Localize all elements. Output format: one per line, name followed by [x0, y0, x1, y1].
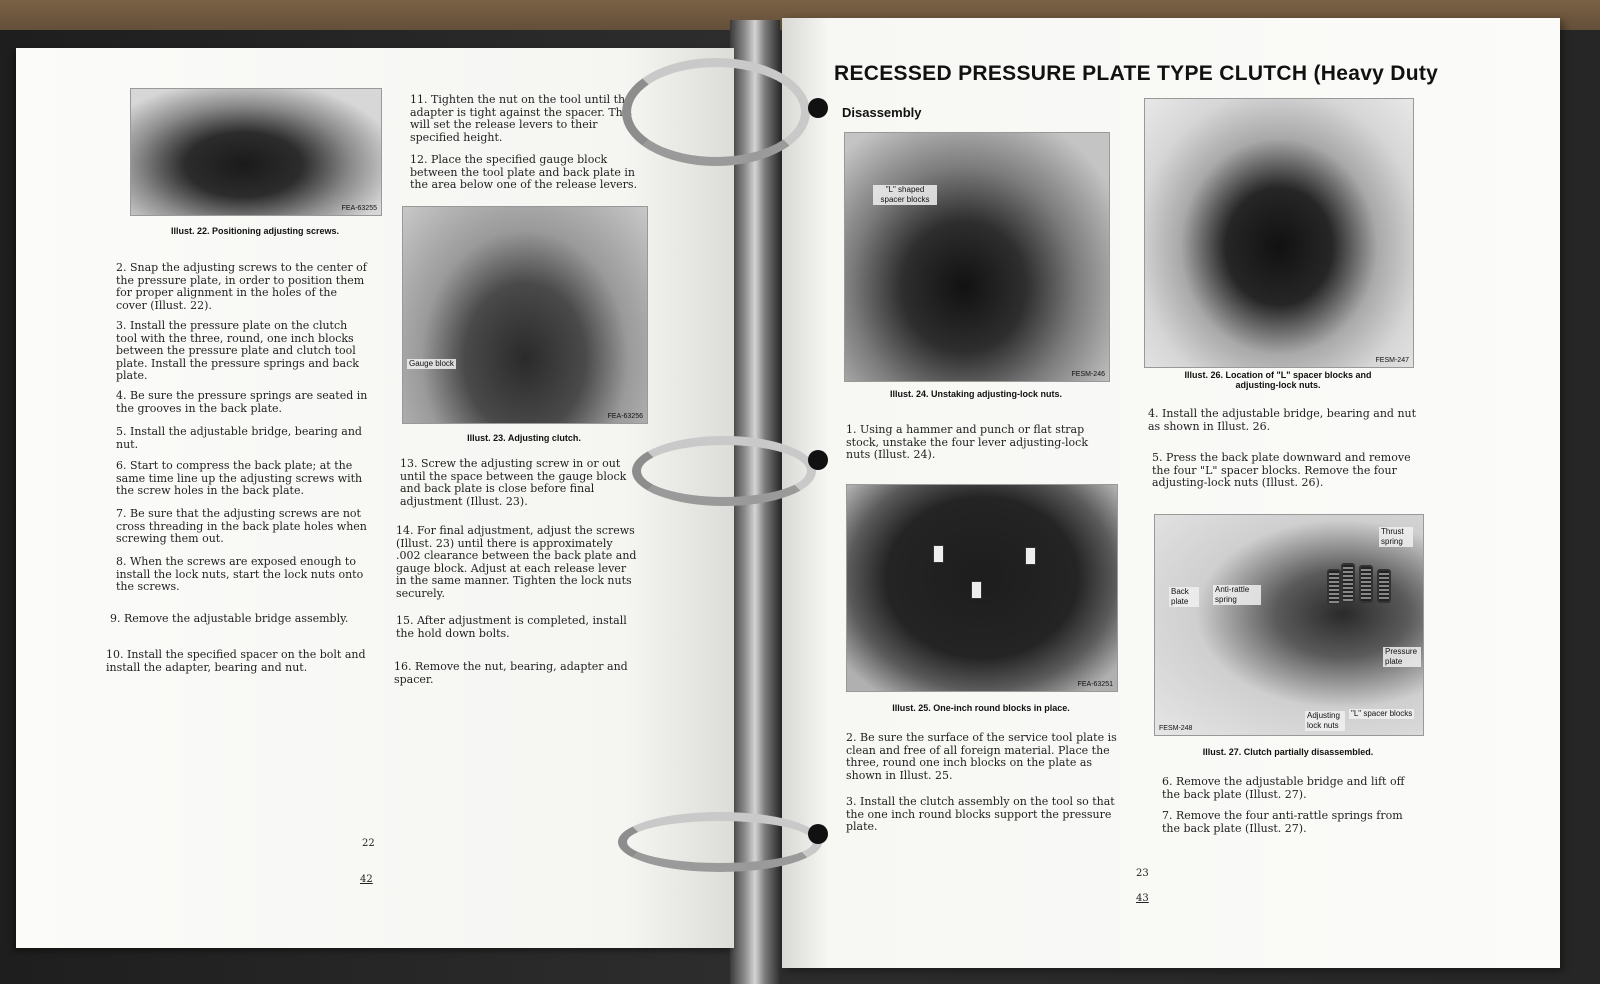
binder-ring-middle-end [808, 450, 828, 470]
step-7: 7. Be sure that the adjusting screws are not cross threading in the back plate holes when screwing them out. [116, 507, 367, 545]
step-16: 16. Remove the nut, bearing, adapter and spacer. [394, 660, 628, 686]
binder-ring-bottom-end [808, 824, 828, 844]
thrust-spring-2 [1341, 563, 1355, 603]
step-3-right: 3. Install the clutch assembly on the tool so that the one inch round blocks support the pressure plate. [846, 795, 1115, 833]
illustration-24-photo [844, 132, 1110, 382]
step-4: 4. Be sure the pressure springs are seated in the grooves in the back plate. [116, 389, 368, 415]
step-6: 6. Start to compress the back plate; at the same time line up the adjusting screws with the screw holes in the back plate. [116, 459, 363, 497]
step-6-right: 6. Remove the adjustable bridge and lift off the back plate (Illust. 27). [1162, 775, 1405, 801]
step-3: 3. Install the pressure plate on the clutch tool with the three, round, one inch blocks between the pressure plate and clutch tool plate. Install the pressure springs and back plate. [116, 319, 359, 382]
illustration-22-caption: Illust. 22. Positioning adjusting screws. [170, 226, 340, 236]
left-page [16, 48, 734, 948]
thrust-spring-1 [1327, 569, 1341, 605]
binder-ring-bottom [618, 812, 822, 872]
step-9: 9. Remove the adjustable bridge assembly. [110, 612, 349, 625]
illustration-27-photo [1154, 514, 1424, 736]
illustration-22-photo [130, 88, 382, 216]
step-15: 15. After adjustment is completed, install the hold down bolts. [396, 614, 627, 640]
step-1: 1. Using a hammer and punch or flat strap stock, unstake the four lever adjusting-lock nuts (Illust. 24). [846, 423, 1089, 461]
gauge-block-label: Gauge block [409, 359, 454, 368]
illustration-26-tag: FESM-247 [1375, 357, 1409, 364]
illustration-25-caption: Illust. 25. One-inch round blocks in place. [892, 703, 1070, 713]
step-11: 11. Tighten the nut on the tool until the adapter is tight against the spacer. This will set the release levers to their specified height. [410, 93, 632, 144]
l-spacer-blocks-label: "L" spacer blocks [1351, 709, 1413, 718]
illustration-23-tag: FEA-63256 [607, 413, 643, 420]
step-5: 5. Install the adjustable bridge, bearing and nut. [116, 425, 362, 451]
step-12: 12. Place the specified gauge block between the tool plate and back plate in the area below one of the release levers. [410, 153, 638, 191]
step-10: 10. Install the specified spacer on the bolt and install the adapter, bearing and nut. [106, 648, 366, 674]
section-subtitle: Disassembly [842, 105, 922, 120]
step-4-right: 4. Install the adjustable bridge, bearing and nut as shown in Illust. 26. [1148, 407, 1417, 433]
back-plate-label: Back plate [1169, 587, 1199, 607]
anti-rattle-spring-label: Anti-rattle spring [1213, 585, 1261, 605]
round-block-2 [1025, 547, 1036, 565]
illustration-22-tag: FEA-63255 [341, 205, 377, 212]
adjusting-lock-nuts-label: Adjusting lock nuts [1305, 711, 1345, 731]
page-number-small-23: 23 [1136, 868, 1149, 879]
thrust-spring-3 [1359, 565, 1373, 603]
page-number-small-22: 22 [362, 838, 375, 849]
binder-ring-top-end [808, 98, 828, 118]
pressure-plate-label: Pressure plate [1383, 647, 1421, 667]
step-5-right: 5. Press the back plate downward and remove the four "L" spacer blocks. Remove the four adjusting-lock nuts (Illust. 26). [1152, 451, 1411, 489]
illustration-27-tag: FESM-248 [1159, 725, 1193, 732]
thrust-spring-label: Thrust spring [1379, 527, 1413, 547]
round-block-3 [971, 581, 982, 599]
step-7-right: 7. Remove the four anti-rattle springs from the back plate (Illust. 27). [1162, 809, 1403, 835]
illustration-24-tag: FESM-246 [1071, 371, 1105, 378]
l-shaped-spacer-label: "L" shaped spacer blocks [873, 185, 937, 205]
illustration-25-tag: FEA-63251 [1077, 681, 1113, 688]
step-14: 14. For final adjustment, adjust the screws (Illust. 23) until there is approximately .002 clearance between the back plate and gauge block. Adjust at each release lever in the same manner. Tighten the lock nuts securely. [396, 524, 637, 600]
round-block-1 [933, 545, 944, 563]
illustration-25-photo [846, 484, 1118, 692]
page-number-43: 43 [1136, 893, 1149, 904]
right-page [782, 18, 1560, 968]
step-2-right: 2. Be sure the surface of the service tool plate is clean and free of all foreign material. Place the three, round one inch blocks on the plate as shown in Illust. 25. [846, 731, 1117, 782]
illustration-26-caption: Illust. 26. Location of "L" spacer blocks and adjusting-lock nuts. [1184, 370, 1372, 390]
step-8: 8. When the screws are exposed enough to install the lock nuts, start the lock nuts onto the screws. [116, 555, 364, 593]
page-number-42: 42 [360, 874, 373, 885]
illustration-23-caption: Illust. 23. Adjusting clutch. [467, 433, 581, 443]
step-13: 13. Screw the adjusting screw in or out until the space between the gauge block and back plate is close before final adjustment (Illust. 23). [400, 457, 627, 508]
illustration-24-caption: Illust. 24. Unstaking adjusting-lock nuts. [889, 389, 1063, 399]
step-2: 2. Snap the adjusting screws to the center of the pressure plate, in order to position them for proper alignment in the holes of the cover (Illust. 22). [116, 261, 367, 312]
illustration-26-photo [1144, 98, 1414, 368]
page-title: RECESSED PRESSURE PLATE TYPE CLUTCH (Heavy Duty [834, 62, 1439, 85]
thrust-spring-4 [1377, 569, 1391, 603]
binder-ring-middle [632, 436, 816, 506]
binder-ring-top [622, 58, 810, 166]
illustration-23-photo [402, 206, 648, 424]
illustration-27-caption: Illust. 27. Clutch partially disassembled. [1202, 747, 1374, 757]
